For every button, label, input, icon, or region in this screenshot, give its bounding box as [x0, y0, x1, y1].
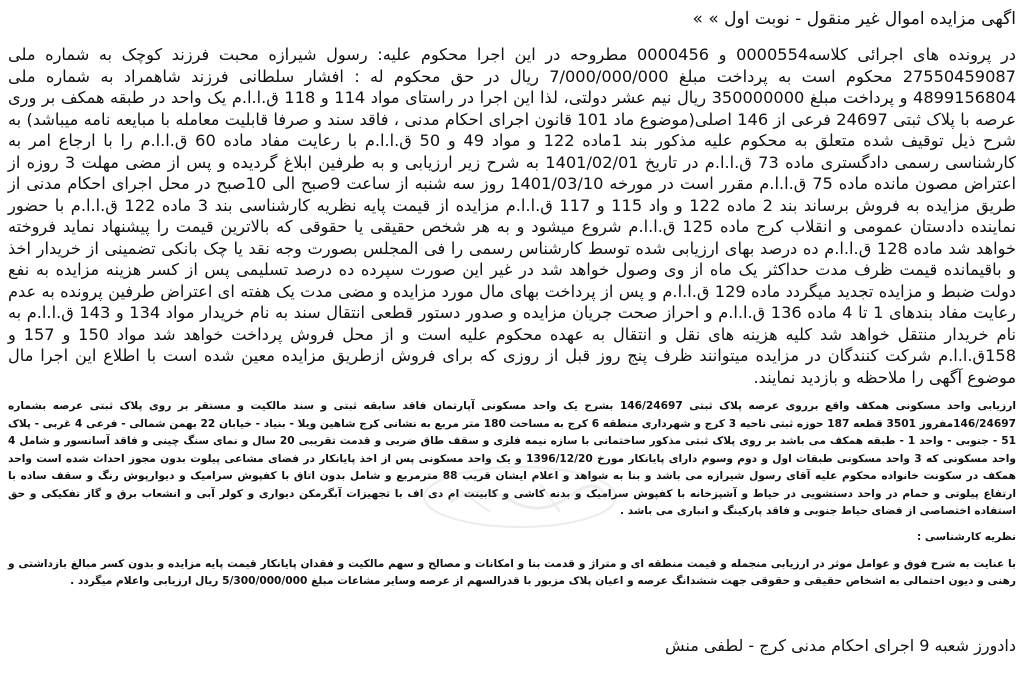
notice-title: اگهی مزایده اموال غیر منقول - نوبت اول » » — [692, 9, 1016, 29]
notice-body: در پرونده های اجرائی کلاسه0000554 و 0000456 مطروحه در این اجرا محکوم علیه: رسول شیرازه محبت فرزند کوچک به شماره ملی 27550459087 محکوم است به پرداخت مبلغ 7/000/000/000 ریال در حق محکوم له : افشار سلطانی فرزند شاهمراد به شماره ملی 4899156804 و پرداخت مبلغ 350000000 ریال نیم عشر دولتی، لذا این اجرا در راستای مواد 114 و 118 ق.ا.ا.م یک واحد در طبقه همکف بر وری عرصه با پلاک ثبتی 24697 فرعی از 146 اصلی(موضوع ماد 101 قانون اجرای احکام مدنی ، فاقد سند و صرفا قابلیت معامله با مبایعه نامه میباشد) به شرح ذیل توقیف شده متعلق به محکوم علیه مذکور بند 1ماده 122 و مواد 49 و 50 ق.ا.ا.م با رعایت مفاد ماده 60 ق.ا.ا.م را با ارجاع امر به کارشناسی رسمی دادگستری ماده 73 ق.ا.ا.م در تاریخ 1401/02/01 به شرح زیر ارزیابی و به طرفین ابلاغ گردیده و پس از مضی مهلت 3 روزه از اعتراض مصون مانده ماده 75 ق.ا.ا.م مقرر است در مورخه 1401/03/10 روز سه شنبه از ساعت 9صبح الی 10صبح در محل اجرای احکام مدنی از طریق مزایده به فروش برساند بند 2 ماده 122 و واد 115 و 117 ق.ا.ا.م مزایده از قیمت پایه نظریه کارشناسی بند 3 ماده 122 ق.ا.ا.م با حضور نماینده دادستان عمومی و انقلاب کرج ماده 125 ق.ا.ا.م شروع میشود و به هر شخص حقیقی یا حقوقی که بالاترین قیمت را پیشنهاد نماید فروخته خواهد شد ماده 128 ق.ا.ا.م ده درصد بهای ارزیابی شده توسط کارشناس رسمی را فی المجلس بصورت وجه نقد یا چک بانکی تضمینی از خریدار اخذ و باقیمانده قیمت ظرف مدت حداکثر یک ماه از وی وصول خواهد شد در غیر این صورت سپرده ده درصد تسلیمی پس از کسر هزینه مزایده به نفع دولت ضبط و مزایده تجدید میگردد ماده 129 ق.ا.ا.م و پس از پرداخت بهای مال مورد مزایده و مضی مدت یک هفته ای اعتراض طرفین پرونده به عدم رعایت مفاد بندهای 1 تا 4 ماده 136 ق.ا.ا.م و احراز صحت جریان مزایده و صدور دستور قطعی انتقال سند به نام خریدار مواد 134 و 143 ق.ا.ا.م به نام خریدار منتقل خواهد شد کلیه هزینه های نقل و انتقال به عهده محکوم علیه است و از محل فروش پرداخت خواهد شد مواد 150 و 157 و 158ق.ا.ا.م شرکت کنندگان در مزایده میتوانند ظرف پنج روز قبل از روزی که برای فروش ازطریق مزایده معین شده است با اطلاع این اجرا مال موضوع آگهی را ملاحظه و بازدید نمایند. — [8, 45, 1017, 387]
expert-opinion-heading: نظریه کارشناسی : — [917, 530, 1016, 543]
signature-line: دادورز شعبه 9 اجرای احکام مدنی کرج - لطفی منش — [665, 635, 1016, 655]
expert-opinion-text: با عنایت به شرح فوق و عوامل موثر در ارزیابی منجمله و قیمت منطقه ای و متراژ و قدمت بنا و امکانات و مصالح و سهم مالکیت و فقدان پایانکار قیمت پایه مزایده و بدون کسر مبالغ بازداشتی و رهنی و دیون احتمالی به اشخاص حقیقی و حقوقی جهت ششدانگ عرصه و اعیان پلاک مزبور با قدرالسهم از عرصه وسایر مشاعات مبلغ 5/300/000/000 ریال ارزیابی واعلام میگردد . — [8, 557, 1016, 587]
expert-valuation-report: ارزیابی واحد مسکونی همکف واقع برروی عرصه پلاک ثبتی 146/24697 بشرح یک واحد مسکونی آپارتمان فاقد سابقه ثبتی و سند مالکیت و مستقر بر روی پلاک ثبتی عرصه بشماره 146/24697مفروز 3501 قطعه 187 حوزه ثبتی ناحیه 3 کرج و شهرداری منطقه 6 کرج به مساحت 180 متر مربع به نشانی کرج شاهین ویلا - بنیاد - خیابان 22 بهمن شمالی - فرعی 4 غربی - پلاک 51 - جنوبی - واحد 1 - طبقه همکف می باشد بر روی پلاک ثبتی مذکور ساختمانی با سازه نیمه فلزی و سقف طاق ضربی و قدمت تقریبی 20 سال و نمای سنگ چینی و فاقد آسانسور و شامل 4 واحد مسکونی که 3 واحد مسکونی طبقات اول و دوم وسوم دارای پایانکار مورخ 1396/12/20 و یک واحد مسکونی پس از اخذ پایانکار در فضای مشاعی پیلوت بدون مجوز احداث شده است واحد همکف در سکونت خانواده محکوم علیه آقای رسول شیرازه می باشد و بنا به شواهد و اعلام ایشان قریب 88 مترمربع و شامل بدون اتاق با کفپوش سرامیک و دیوارپوش رنگ و سقف ساده با ارتفاع پیلوتی و حمام در واحد دستشویی در حیاط و آشپزخانه با کفپوش سرامیک و بدنه کاشی و کابینت ام دی اف با تجهیزات آبگرمکن دیواری و کولر آبی و انشعاب برق و گاز تفکیکی و حق استفاده اختصاصی از فضای حیاط جنوبی و فاقد پارکینگ و انباری می باشد . — [8, 400, 1017, 517]
